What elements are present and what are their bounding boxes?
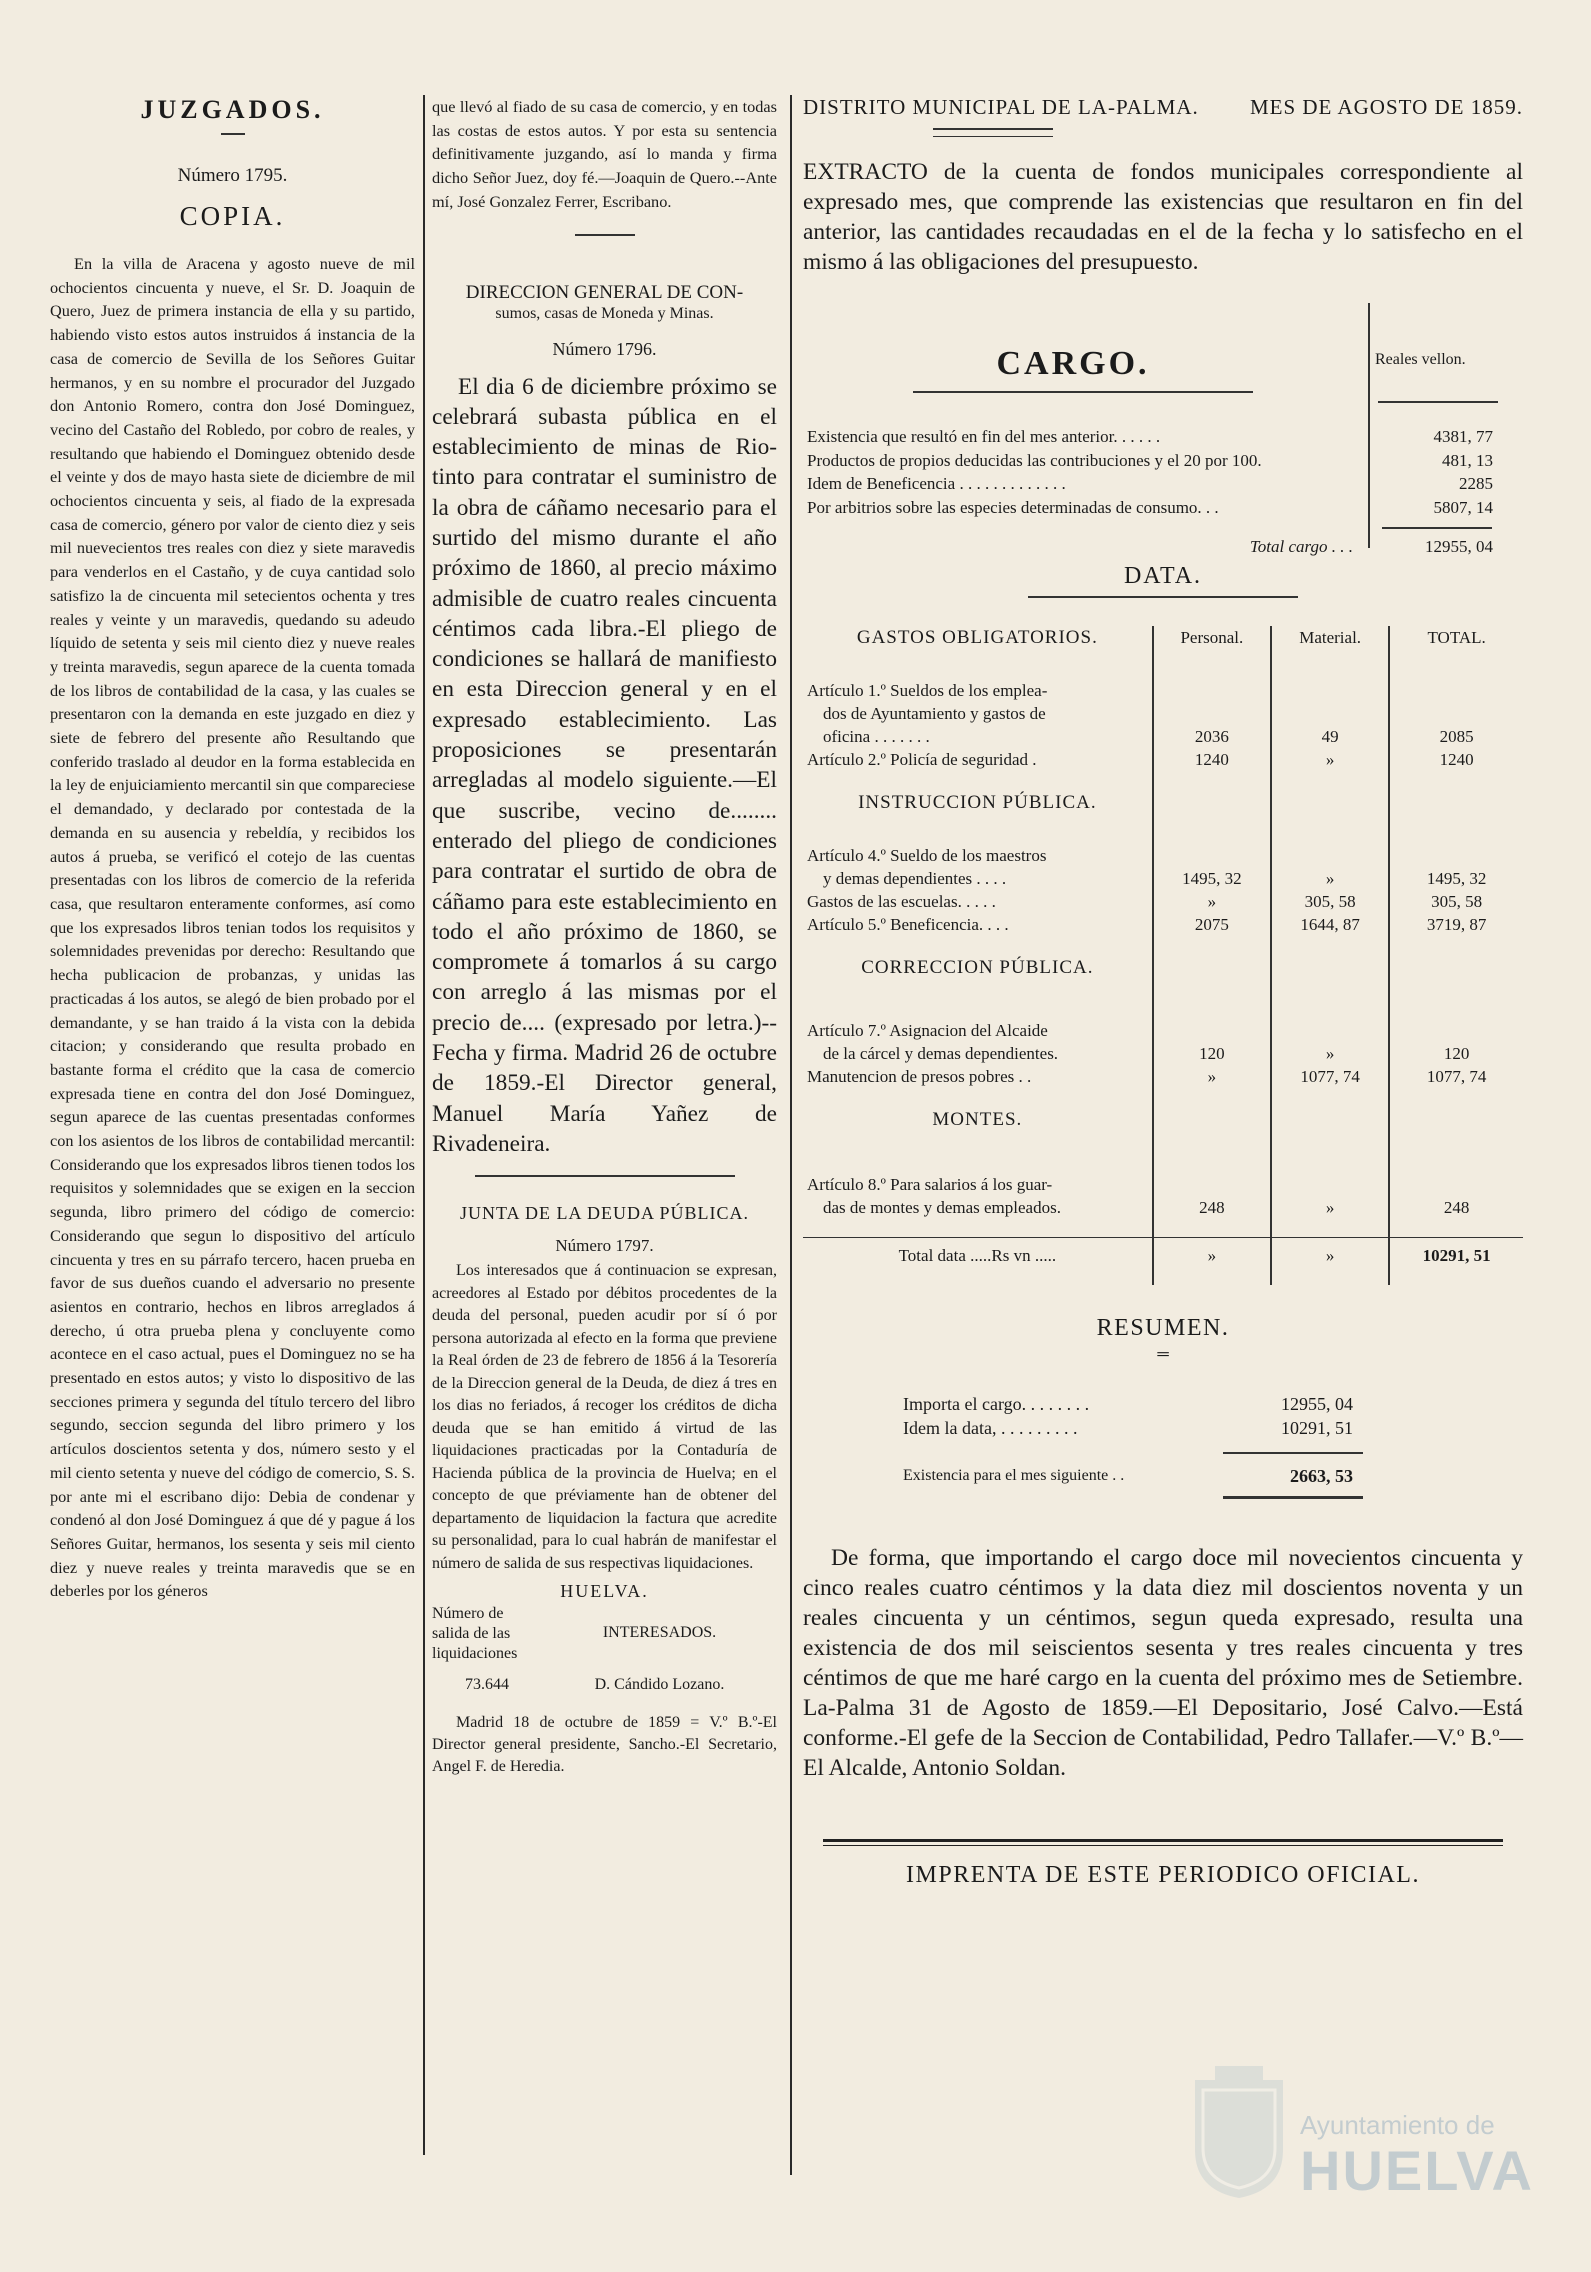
cell-personal: 1240 xyxy=(1153,748,1271,771)
row-label: Artículo 7.º Asignacion del Alcaide xyxy=(807,1021,1048,1040)
number-1796: Número 1796. xyxy=(552,338,657,359)
col-material-header: Material. xyxy=(1271,626,1389,649)
number-1795: Número 1795. xyxy=(177,165,288,186)
column-la-palma xyxy=(803,95,1523,1889)
cell-total: 305, 58 xyxy=(1389,890,1523,913)
cell-total: 1495, 32 xyxy=(1389,867,1523,890)
cell-personal: 120 xyxy=(1153,1042,1271,1065)
separator-2 xyxy=(475,1175,735,1177)
row-label: dos de Ayuntamiento y gastos de xyxy=(823,704,1046,723)
data-header-row xyxy=(803,626,1523,649)
cargo-row xyxy=(807,472,1503,496)
existencia-rule xyxy=(1223,1496,1363,1499)
cargo-row-value: 5807, 14 xyxy=(1433,497,1493,517)
table-row xyxy=(432,1664,777,1696)
cargo-sum-rule xyxy=(1382,527,1492,529)
cargo-title-rule xyxy=(913,391,1253,393)
row-label: de la cárcel y demas dependientes. xyxy=(823,1044,1059,1063)
instruccion-heading: INSTRUCCION PÚBLICA. xyxy=(858,792,1097,813)
resumen-mark: ═ xyxy=(1157,1346,1169,1363)
correccion-heading: CORRECCION PÚBLICA. xyxy=(861,957,1094,978)
resumen-data-value: 10291, 51 xyxy=(1281,1418,1353,1438)
cell-personal: 1495, 32 xyxy=(1153,867,1271,890)
cargo-row-value: 2285 xyxy=(1459,474,1493,493)
cell-total: 1240 xyxy=(1389,748,1523,771)
total-data-label: Total data .....Rs vn ..... xyxy=(803,1238,1153,1268)
city-seal-icon xyxy=(1185,2060,1293,2200)
cell-total: 120 xyxy=(1389,1042,1523,1065)
cargo-row-label: Idem de Beneficencia . . . . . . . . . . . . . xyxy=(807,474,1066,493)
row-label: Artículo 8.º Para salarios á los guar- xyxy=(807,1175,1053,1194)
col-total-header: TOTAL. xyxy=(1389,626,1523,649)
cell-total: 2085 xyxy=(1389,725,1523,748)
data-row xyxy=(803,702,1523,725)
gastos-obligatorios-heading: GASTOS OBLIGATORIOS. xyxy=(856,627,1098,648)
data-row xyxy=(803,867,1523,890)
cell-total: 3719, 87 xyxy=(1389,913,1523,936)
subasta-notice xyxy=(432,372,777,1160)
resumen-row xyxy=(903,1392,1363,1416)
month-year: MES DE AGOSTO DE 1859. xyxy=(1249,95,1523,119)
data-title: DATA. xyxy=(1123,563,1203,589)
spacer-row xyxy=(803,1219,1523,1238)
column-middle xyxy=(432,95,777,1778)
deuda-closing-text: Madrid 18 de octubre de 1859 = V.º B.º-El Director general presidente, Sancho.-El Secretario, Angel F. de Heredia. xyxy=(432,1714,777,1776)
cell-interesado: D. Cándido Lozano. xyxy=(594,1676,725,1694)
deuda-paragraph: Los interesados que á continuacion se expresan, acreedores al Estado por débitos procedentes de la deuda del personal, pueden acudir por sí ó por persona autorizada al efecto en la forma que previene la Real órden de 23 de febrero de 1856 á la Tesorería de la Direccion general de la Deuda, de diez á tres en los dias no feriados, á recoger los créditos de dicha deuda que se han emitido á virtud de las liquidaciones practicadas por la Contaduría de Hacienda pública de la provincia de Huelva; en el concepto de que préviamente han de obtener del departamento de liquidacion la factura que acredite su personalidad, para lo cual habrán de manifestar el número de salida de sus respectivas liquidaciones. xyxy=(432,1262,777,1572)
section-row xyxy=(803,1088,1523,1173)
total-cargo-label: Total cargo . . . xyxy=(1249,537,1353,556)
cell-material: 1077, 74 xyxy=(1271,1065,1389,1088)
data-title-rule xyxy=(1028,596,1298,598)
data-table xyxy=(803,626,1523,1285)
imprenta-rules xyxy=(823,1839,1503,1846)
resumen-sum-rule xyxy=(1223,1452,1363,1454)
cell-material: 1644, 87 xyxy=(1271,913,1389,936)
spacer-row xyxy=(803,1267,1523,1285)
cargo-row-label: Por arbitrios sobre las especies determinadas de consumo. . . xyxy=(807,497,1219,517)
copia-heading: COPIA. xyxy=(179,201,286,231)
subasta-paragraph: El dia 6 de diciembre próximo se celebrará subasta pública en el establecimiento de minas de Rio-tinto para contratar el suministro de la obra de cáñamo necesario para el surtido del mismo durante el año próximo de 1860, al precio máximo admisible de cuatro reales cincuenta céntimos cada libra.-El pliego de condiciones se hallará de manifiesto en esta Direccion general y en el expresado establecimiento. Las proposiciones se presentarán arregladas al modelo siguiente.—El que suscribe, vecino de........ enterado del pliego de condiciones para contratar el surtido de obra de cáñamo para este establecimiento en todo el año próximo de 1860, se compromete á tomarlos á su cargo con arreglo á las mismas por el precio de.... (expresado por letra.)--Fecha y firma. Madrid 26 de octubre de 1859.-El Director general, Manuel María Yañez de Rivadeneira. xyxy=(432,373,777,1157)
column-rule-left xyxy=(423,95,425,2155)
resumen-title: RESUMEN. xyxy=(1096,1315,1230,1341)
title-dash xyxy=(221,133,245,135)
cargo-row-label: Productos de propios deducidas las contribuciones y el 20 por 100. xyxy=(807,450,1262,470)
total-cargo-value: 12955, 04 xyxy=(1425,537,1493,556)
cargo-row-value: 4381, 77 xyxy=(1433,427,1493,446)
data-row xyxy=(803,1173,1523,1196)
data-row xyxy=(803,1065,1523,1088)
cell-material: 49 xyxy=(1271,725,1389,748)
district-masthead xyxy=(803,95,1523,120)
cargo-row-value: 481, 13 xyxy=(1442,450,1493,470)
spacer-row xyxy=(803,649,1523,679)
sentence-paragraph: En la villa de Aracena y agosto nueve de mil ochocientos cincuenta y nueve, el Sr. D. Joaquin de Quero, Juez de primera instancia de ella y su partido, habiendo visto estos autos instruidos á instancia de la casa de comercio de Sevilla de los Señores Guitar hermanos, y en su nombre el procurador del Juzgado don Antonio Romero, contra don José Dominguez, vecino del Castaño del Robledo, por cobro de reales, y resultando que habiendo el Dominguez obtenido desde el veinte y dos de mayo hasta siete de diciembre de mil ochocientos cincuenta y seis, al fiado de la expresada casa de comercio, género por valor de ciento diez y seis mil nuevecientos tres reales con diez y siete maravedis para venderlos en el Castaño, y de cuya cantidad solo satisfizo la de cincuenta mil setecientos ochenta y tres reales y veinte y un maravedis, quedando su adeudo líquido de setenta y seis mil ciento diez y nueve reales y treinta maravedis, segun aparece de la cuenta tomada de los libros de contabilidad de la casa, y las cuales se presentaron con la demanda en este juzgado en diez y siete de febrero del presente año Resultando que conferido traslado al deudor en la forma establecida en la ley de enjuiciamiento mercantil sin que compareciese el demandado, y declarado por contestada de la demanda en su ausencia y rebeldía, y recibidos los autos á prueba, se verificó el cotejo de las cuentas presentadas con los libros de comercio de la referida casa, que resultaron enteramente conformes, así como que los expresados libros tenian todos los requisitos y solemnidades prevenidas por derecho: Resultando que hecha publicacion de probanzas, y unidas las practicadas á los autos, se alegó de bien probado por el demandante, y se han traido á la vista con la debida citacion; y considerando que resulta probado en bastante forma el crédito que la casa de comercio expresada tiene en contra del don José Dominguez, segun aparece de las cuentas presentadas conformes con los asientos de los libros de contabilidad mercantil: Considerando que los expresados libros tienen todos los requisitos y solemnidades que se exigen en la seccion segunda, libro primero del código de comercio: Considerando que segun lo dispositivo del artículo cincuenta y tres en su párrafo tercero, hacen prueba en favor de sus dueños cuando el adversario no presente asientos en contrario, hechos en libros arreglados á derecho, ú otra prueba plena y concluyente como acontece en el caso actual, pues el Dominguez no se ha presentado en estos autos; y visto lo dispositivo de las secciones primera y segunda del título tercero del libro segundo, seccion segunda del libro primero y los artículos doscientos setenta y dos, número sesto y el mil ciento setenta y nueve del código de comercio, S. S. por ante mi el escribano dijo: Debia de condenar y condenó al don José Dominguez á que dé y pague á los Señores Guitar, hermanos, los sesenta y seis mil ciento diez y nueve reales y treinta maravedis que se en deberles por los géneros xyxy=(50,254,415,1601)
cell-personal: 248 xyxy=(1153,1196,1271,1219)
reales-vellon-header: Reales vellon. xyxy=(1375,351,1466,368)
total-material: » xyxy=(1271,1238,1389,1268)
separator-1 xyxy=(575,234,635,236)
cell-total: 1077, 74 xyxy=(1389,1065,1523,1088)
section-row xyxy=(803,936,1523,1019)
existencia-value: 2663, 53 xyxy=(1290,1466,1353,1486)
watermark-logo xyxy=(1300,2110,1540,2201)
cell-personal: » xyxy=(1153,890,1271,913)
direccion-subtitle: sumos, casas de Moneda y Minas. xyxy=(495,304,714,322)
cell-material: 305, 58 xyxy=(1271,890,1389,913)
section-row xyxy=(803,771,1523,844)
deuda-closing xyxy=(432,1712,777,1778)
extracto-text: EXTRACTO de la cuenta de fondos municipales correspondiente al expresado mes, que comprende las existencias que resultaron en fin del anterior, las cantidades recaudadas en el de la fecha y lo satisfecho en el mismo á las obligaciones del presupuesto. xyxy=(803,159,1523,275)
direccion-title: DIRECCION GENERAL DE CON- xyxy=(465,281,744,303)
existencia-label: Existencia para el mes siguiente . . xyxy=(903,1467,1125,1484)
data-row xyxy=(803,1019,1523,1042)
row-label: Artículo 4.º Sueldo de los maestros xyxy=(807,846,1047,865)
column-juzgados xyxy=(50,95,415,1603)
continuation-text: que llevó al fiado de su casa de comercio, y en todas las costas de estos autos. Y por esta su sentencia definitivamente juzgando, así lo manda y firma dicho Señor Juez, doy fé.—Joaquin de Quero.--Ante mí, José Gonzalez Ferrer, Escribano. xyxy=(432,97,777,211)
cell-material: » xyxy=(1271,1196,1389,1219)
cargo-row-label: Existencia que resultó en fin del mes anterior. . . . . . xyxy=(807,427,1161,446)
cargo-section xyxy=(803,303,1523,556)
data-row xyxy=(803,748,1523,771)
row-label: Gastos de las escuelas. . . . . xyxy=(807,892,996,911)
resumen-rows xyxy=(903,1392,1363,1499)
cargo-row xyxy=(807,425,1503,449)
existencia-row xyxy=(903,1464,1363,1488)
row-label: oficina . . . . . . . xyxy=(823,727,930,746)
closing-paragraph: De forma, que importando el cargo doce mil novecientos cincuenta y cinco reales cuatro céntimos y la data diez mil doscientos noventa y un reales cincuenta y un céntimos, segun queda expresado, resulta una existencia de dos mil seiscientos sesenta y tres reales cincuenta y tres céntimos de que me haré cargo en la cuenta del próximo mes de Setiembre. La-Palma 31 de Agosto de 1859.—El Depositario, José Calvo.—Está conforme.-El gefe de la Seccion de Contabilidad, Pedro Tallafer.—V.º B.º—El Alcalde, Antonio Soldan. xyxy=(803,1545,1523,1781)
row-label: Artículo 2.º Policía de seguridad . xyxy=(807,750,1037,769)
resumen-data-label: Idem la data, . . . . . . . . . xyxy=(903,1418,1078,1438)
resumen-cargo-value: 12955, 04 xyxy=(1281,1394,1353,1414)
resumen-cargo-label: Importa el cargo. . . . . . . . xyxy=(903,1394,1090,1414)
montes-heading: MONTES. xyxy=(932,1109,1023,1130)
liquidaciones-table xyxy=(432,1604,777,1696)
row-label: das de montes y demas empleados. xyxy=(823,1198,1061,1217)
cargo-title: CARGO. xyxy=(996,345,1150,382)
row-label: Artículo 5.º Beneficencia. . . . xyxy=(807,915,1009,934)
watermark-line-2: HUELVA xyxy=(1300,2139,1534,2202)
row-label: y demas dependientes . . . . xyxy=(823,869,1007,888)
col-personal-header: Personal. xyxy=(1153,626,1271,649)
cell-numero: 73.644 xyxy=(465,1676,509,1694)
data-row xyxy=(803,1042,1523,1065)
data-row xyxy=(803,913,1523,936)
cell-material: » xyxy=(1271,748,1389,771)
masthead-ornament xyxy=(933,128,1053,137)
total-cargo-row xyxy=(807,535,1503,559)
number-1797: Número 1797. xyxy=(555,1236,654,1256)
imprenta-line: IMPRENTA DE ESTE PERIODICO OFICIAL. xyxy=(906,1862,1420,1888)
cargo-row xyxy=(807,449,1503,473)
cell-personal: » xyxy=(1153,1065,1271,1088)
data-row xyxy=(803,844,1523,867)
sentence-continuation xyxy=(432,95,777,214)
resumen-section xyxy=(803,1315,1523,1499)
data-row xyxy=(803,725,1523,748)
district-name: DISTRITO MUNICIPAL DE LA-PALMA. xyxy=(803,95,1199,119)
section-title-juzgados: JUZGADOS. xyxy=(140,95,325,124)
watermark-line-1: Ayuntamiento de xyxy=(1300,2110,1495,2140)
cell-total: 248 xyxy=(1389,1196,1523,1219)
cell-material: » xyxy=(1271,867,1389,890)
data-row xyxy=(803,890,1523,913)
sentence-text xyxy=(50,252,415,1603)
cargo-row xyxy=(807,496,1503,520)
row-label: Manutencion de presos pobres . . xyxy=(807,1067,1032,1086)
data-row xyxy=(803,679,1523,702)
row-label: Artículo 1.º Sueldos de los emplea- xyxy=(807,681,1048,700)
th-interesados: INTERESADOS. xyxy=(602,1624,717,1642)
cell-personal: 2075 xyxy=(1153,913,1271,936)
th-numero-salida: Número de salida de las liquidaciones xyxy=(432,1605,518,1663)
table-header-row xyxy=(432,1604,777,1664)
cargo-rows xyxy=(807,425,1503,559)
reales-header-rule xyxy=(1378,401,1498,403)
data-row xyxy=(803,1196,1523,1219)
cell-personal: 2036 xyxy=(1153,725,1271,748)
junta-title: JUNTA DE LA DEUDA PÚBLICA. xyxy=(459,1203,750,1224)
resumen-row xyxy=(903,1416,1363,1440)
column-rule-right xyxy=(790,95,792,2175)
huelva-heading: HUELVA. xyxy=(560,1581,649,1602)
cell-material: » xyxy=(1271,1042,1389,1065)
total-personal: » xyxy=(1153,1238,1271,1268)
total-total: 10291, 51 xyxy=(1389,1238,1523,1268)
deuda-notice xyxy=(432,1260,777,1575)
total-data-row xyxy=(803,1238,1523,1268)
